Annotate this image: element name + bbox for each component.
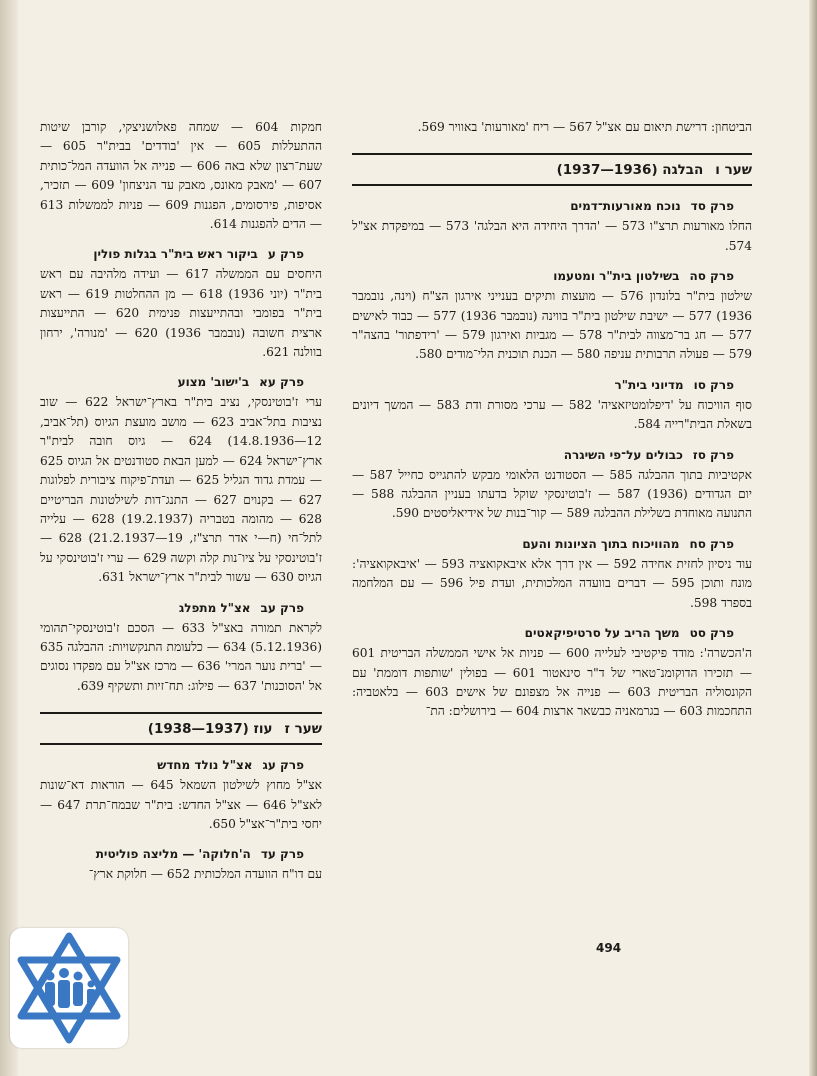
chapter-section (352, 623, 752, 722)
chapter-section (352, 375, 752, 435)
chapter-label: פרק סו (693, 377, 734, 392)
chapter-section (40, 844, 322, 884)
chapter-text: סוף הוויכוח על 'דיפלומטיזאציה' 582 — ערכי מסורת ודת 583 — המשך דיונים בשאלת הבית"רייה 584. (352, 397, 752, 432)
chapter-label: פרק סד (690, 199, 734, 214)
chapter-label: פרק עב (260, 600, 304, 615)
chapter-text: ה'הכשרה': מודד פיקטיבי לעלייה 600 — פניות אל אישי הממשלה הבריטית 601 — תזכירו הדוקומנ־טארי של ד"ר סינאטור 601 — בפולין 'שותפות דוממת' עם הקונסוליה הבריטית 603 — פנייה אל מצפונם של אישים 603 — בלאטביה: התחכמות 603 — בגרמאניה כבשאר ארצות 604 — בירושלים: הת־ (352, 646, 753, 719)
site-logo (10, 928, 128, 1048)
chapter-text: אקטיביות בתוך ההבלגה 585 — הסטודנט הלאומי מבקש להתגייס כחייל 587 — יום הגדודים (1936) 587 — ז'בוטינסקי שוקל בדעתו בעניין ההבלגה 588 — התנועה מאוחדת בשלילת ההבלגה 589 — קור־בנות של אידיאליסטים 590. (352, 467, 752, 521)
chapter-text: עוד ניסיון לחזית אחידה 592 — אין דרך אלא איבאקואציה 593 — 'איבאקואציה': מונח ותוכן 595 — דברים בוועדה המלכותית, ועדת פיל 596 — עם המלחמה בספרד 598. (352, 556, 752, 610)
chapter-title: מדיוני בית"ר (614, 377, 684, 392)
gate-label: שער ז (284, 721, 322, 738)
page-binding-edge (0, 0, 18, 1076)
chapter-text: לקראת תמורה באצ"ל 633 — הסכם ז'בוטינסקי־תהומי (5.12.1936) 634 — כלעומת התנקשויות: ההבלגה 635 — 'ברית נוער המרי' 636 — מרכז אצ"ל עם מפקדו נסוגים אל 'הסוכנות' 637 — פילוג: תח־זיות ותשקיף 639. (40, 620, 322, 693)
chapter-title: אצ"ל מתפלג (178, 600, 251, 615)
chapter-title: מהוויכוח בתוך הציונות והעם (522, 536, 680, 551)
page-right-edge (809, 0, 817, 1076)
chapter-title: כבולים על־פי השיגרה (563, 447, 683, 462)
gate-heading-6 (352, 153, 752, 186)
chapter-section (352, 196, 752, 256)
chapter-label: פרק סט (689, 626, 734, 641)
chapter-label: פרק עא (259, 375, 304, 390)
chapter-text: ערי ז'בוטינסקי, נציב בית"ר בארץ־ישראל 622 — שוב נציבות בתל־אביב 623 — מושב מועצת הגיוס (תל־אביב, 12—14.8.1936) 624 — גיוס חובה לבית"ר ארץ־ישראל 624 — למען הבאת סטודנטים אל הגיוס 625 — עמדת גדוד הגליל 625 — ועדת־פיקוח ציבורית לפלוגות 627 — בקנוים 627 — התנג־דות לשילטונות הבריטיים 628 — מהומה בטבריה (19.2.1937) 628 — עלייה לתל־חי (ח—י אדר תרצ"ז, 19—21.2.1937) 628 — ז'בוטינסקי על ציו־נות קלה וקשה 629 — ערי ז'בוטינסקי על הגיוס 630 — עשור לבית"ר ארץ־ישראל 631. (40, 395, 323, 585)
chapter-title: ב'ישוב' מצוע (177, 375, 250, 390)
chapter-label: פרק סח (689, 536, 734, 551)
chapter-title: משך הריב על סרטיפיקאטים (524, 626, 680, 641)
chapter-text: היחסים עם הממשלה 617 — ועידה מלהיבה עם ראש בית"ר (יוני 1936) 618 — מן ההחלטות 619 — ראש בית"ר בפומבי ובהתייעצות פנימית 620 — התייעצות ארצית חשובה (נובמבר 1936) 620 — 'מנורה', ירחון בוולנה 621. (40, 267, 323, 360)
chapter-text: עם דו"ח הוועדה המלכותית 652 — חלוקת ארץ־ (88, 867, 322, 882)
chapter-title: נוכח מאורעות־דמים (570, 199, 681, 214)
chapter-title: בשילטון בית"ר ומטעמו (553, 269, 680, 284)
gate-label: שער ו (715, 162, 752, 179)
chapter-section (352, 445, 752, 524)
page-number: 494 (596, 941, 622, 955)
left-column-intro: חמקות 604 — שמחה פאלושניצקי, קורבן שיטות ההתעללות 605 — אין 'בודדים' בבית"ר 605 — שעת־רצון שלא באה 606 — פנייה אל הוועדה המל־כותית 607 — 'מאבק מאונס, מאבק עד הניצחון' 609 — תזכיר, אסיפות, פירסומים, הפגנות 609 — פניות לממשלות 613 — הדים להפגנות 614. (40, 120, 323, 232)
chapter-label: פרק עג (262, 758, 304, 773)
chapter-label: פרק ע (267, 247, 304, 262)
chapter-title: ה'חלוקה' — מליצה פוליטית (95, 847, 251, 862)
chapter-section (40, 244, 322, 362)
left-column (40, 118, 322, 885)
chapter-section (40, 598, 322, 697)
chapter-section (40, 372, 322, 587)
chapter-title: ביקור ראש בית"ר בגלות פולין (93, 247, 258, 262)
gate-heading-7 (40, 712, 322, 745)
chapter-text: אצ"ל מחוץ לשילטון השמאל 645 — הוראות דא־שונות לאצ"ל 646 — אצ"ל החדש: בית"ר שבמח־תרת 647 — יחסי בית"ר־אצ"ל 650. (40, 778, 322, 831)
chapter-text: החלו מאורעות תרצ"ו 573 — 'הדרך היחידה היא הבלגה' 573 — במיפקדת אצ"ל 574. (352, 219, 752, 253)
gate-title: עוז (1937—1938) (147, 721, 273, 738)
chapter-section (352, 534, 752, 613)
chapter-section (352, 266, 752, 365)
chapter-label: פרק עד (260, 847, 304, 862)
chapter-label: פרק סה (689, 269, 734, 284)
gate-title: הבלגה (1936—1937) (556, 162, 704, 179)
chapter-title: אצ"ל נולד מחדש (157, 758, 253, 773)
chapter-section (40, 755, 322, 834)
chapter-text: שילטון בית"ר בלונדון 576 — מועצות ותיקים בענייני אירגון הצ"ח (וינה, נובמבר 1936) 577 — ישיבת שילטון בית"ר בווינה (נובמבר 1936) 577 — כבוד לאישים 577 — חג בר־מצווה לבית"ר 578 — מגביות ואירגון 579 — 'רידפתור' בהצה"ר 579 — פעולה תרבותית עניפה 580 — הכנת תוכנית הלי־מודים 580. (352, 289, 753, 362)
right-column-intro: הביטחון: דרישת תיאום עם אצ"ל 567 — ריח 'מאורעות' באוויר 569. (417, 120, 752, 134)
chapter-label: פרק סז (692, 447, 734, 462)
right-column (352, 118, 752, 722)
star-of-david-family-icon (14, 932, 124, 1044)
